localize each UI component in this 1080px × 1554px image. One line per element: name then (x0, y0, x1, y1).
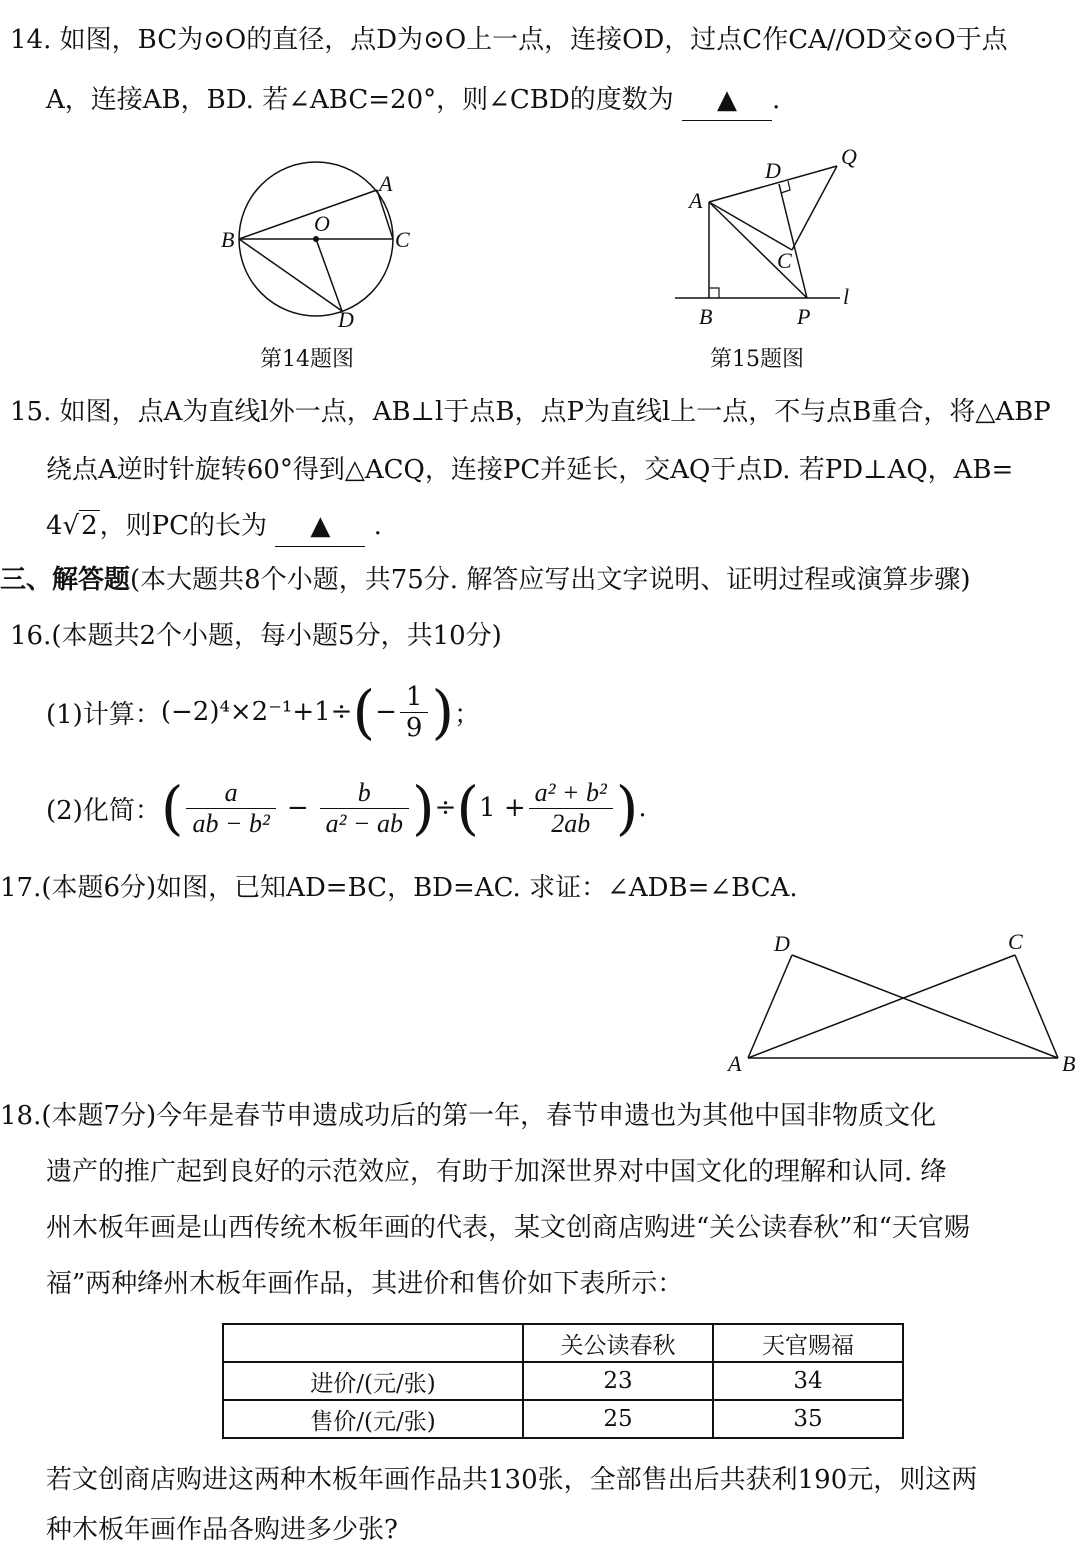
q17-text: 17.(本题6分)如图，已知AD=BC，BD=AC. 求证：∠ADB=∠BCA. (0, 873, 798, 903)
q16-part1-rparen: ) (431, 678, 455, 746)
q16-header: 16.(本题共2个小题，每小题5分，共10分) (10, 621, 502, 651)
q14-line2-end: . (772, 85, 781, 115)
q18-price-table (222, 1323, 904, 1439)
q14-center-point (313, 236, 319, 242)
table-header-row (223, 1324, 903, 1362)
q18-line5: 若文创商店购进这两种木板年画作品共130张，全部售出后共获利190元，则这两 (46, 1465, 978, 1495)
q18-line2: 遗产的推广起到良好的示范效应，有助于加深世界对中国文化的理解和认同. 绛 (46, 1157, 947, 1187)
section3-title: 三、解答题 (0, 565, 131, 595)
q18-line4: 福”两种绛州木板年画作品，其进价和售价如下表所示： (46, 1269, 684, 1299)
q14-label-d: D (338, 307, 354, 332)
q16-part2-fraction2 (320, 778, 409, 839)
q15-right-angle-b (709, 288, 719, 298)
q16-part2-fraction1 (186, 778, 275, 839)
table-header-cell: 天官赐福 (713, 1324, 903, 1362)
q15-label-l: l (843, 284, 850, 309)
table-cell: 35 (713, 1400, 903, 1438)
q15-ab-coef: 4 (46, 511, 63, 541)
q15-sqrt-sign: √ (62, 511, 80, 541)
q15-label-q: Q (841, 144, 857, 169)
q14-figure (210, 155, 430, 335)
q15-line1: 15. 如图，点A为直线l外一点，AB⊥l于点B，点P为直线l上一点，不与点B重合，将△ABP (10, 397, 1051, 427)
q16-part2-rparen1: ) (411, 774, 435, 842)
q16-part2 (46, 768, 647, 848)
q16-part2-f1-num: a (186, 778, 275, 809)
q14-line1: 14. 如图，BC为⊙O的直径，点D为⊙O上一点，连接OD，过点C作CA//OD交⊙O于点 (10, 25, 1008, 55)
table-cell: 25 (523, 1400, 713, 1438)
q16-part1-fraction (400, 682, 429, 743)
q16-part2-f1-den: ab − b² (192, 808, 270, 838)
q15-label-b: B (699, 304, 713, 329)
q15-line3-end: . (373, 511, 382, 541)
table-cell: 34 (713, 1362, 903, 1400)
q15-answer-blank: ▲ (275, 506, 365, 547)
q16-part2-fraction3 (529, 778, 613, 839)
q16-part1-lparen: ( (352, 678, 376, 746)
q16-part2-end: . (638, 793, 647, 823)
q17-segment-ac (748, 955, 1015, 1058)
q14-line2 (46, 80, 780, 121)
q14-label-b: B (221, 227, 235, 252)
table-cell: 23 (523, 1362, 713, 1400)
q16-part1-expr: (−2)⁴×2⁻¹+1÷ (160, 697, 353, 727)
table-row (223, 1400, 903, 1438)
q16-part2-lparen1: ( (160, 774, 184, 842)
table-header-cell: 关公读春秋 (523, 1324, 713, 1362)
q16-part2-f3-den: 2ab (551, 808, 591, 838)
q14-segment-ac (377, 190, 393, 239)
q14-segment-bd (239, 239, 342, 311)
q17-label-b: B (1062, 1051, 1076, 1076)
section3-heading (0, 560, 970, 600)
q14-caption: 第14题图 (260, 347, 354, 372)
q16-part1 (46, 672, 480, 752)
q15-line2: 绕点A逆时针旋转60°得到△ACQ，连接PC并延长，交AQ于点D. 若PD⊥AQ，AB= (46, 455, 1014, 485)
table-row (223, 1362, 903, 1400)
q15-label-c: C (777, 248, 792, 273)
q16-part2-div: ÷ (434, 793, 457, 823)
q17-label-c: C (1008, 929, 1023, 954)
q15-right-angle-d (781, 181, 790, 193)
q14-label-a: A (379, 171, 393, 196)
q17-label-a: A (728, 1051, 742, 1076)
q15-caption: 第15题图 (710, 347, 804, 372)
q17-segment-ad (748, 955, 792, 1058)
q16-part2-rparen2: ) (615, 774, 639, 842)
q16-part2-minus: − (286, 793, 309, 823)
q14-line2-text: A，连接AB，BD. 若∠ABC=20°，则∠CBD的度数为 (46, 85, 674, 115)
q14-label-c: C (395, 227, 410, 252)
q17-figure (720, 925, 1080, 1080)
q16-part1-label: (1)计算： (46, 699, 161, 730)
q16-part2-lparen2: ( (456, 774, 480, 842)
q15-ab-radicand: 2 (81, 511, 98, 541)
q16-part2-label: (2)化简： (46, 795, 161, 826)
q15-figure (665, 140, 865, 330)
q14-segment-ba (239, 190, 377, 239)
q15-label-d: D (765, 158, 781, 183)
q16-part2-f2-num: b (320, 778, 409, 809)
q17-segment-bd (792, 955, 1058, 1058)
section3-note: (本大题共8个小题，共75分. 解答应写出文字说明、证明过程或演算步骤) (130, 565, 971, 595)
q18-line3: 州木板年画是山西传统木板年画的代表，某文创商店购进“关公读春秋”和“天官赐 (46, 1213, 970, 1243)
q17-label-d: D (774, 931, 790, 956)
q15-segment-cq (792, 166, 837, 250)
q16-part2-one-plus: 1 + (479, 793, 526, 823)
q16-part1-neg: − (375, 697, 397, 727)
q14-answer-blank: ▲ (682, 80, 772, 121)
q15-label-p: P (797, 304, 811, 329)
q17-segment-bc (1015, 955, 1058, 1058)
q16-part1-frac-den: 9 (405, 712, 423, 743)
q16-part1-end: ； (454, 699, 481, 730)
q15-label-a: A (689, 188, 703, 213)
q15-segment-pd (779, 184, 807, 298)
q14-segment-od (316, 239, 342, 311)
table-header-cell (223, 1324, 523, 1362)
q15-line3-text: ，则PC的长为 (99, 511, 268, 541)
q16-part1-frac-num: 1 (400, 682, 429, 713)
q18-line1: 18.(本题7分)今年是春节申遗成功后的第一年，春节申遗也为其他中国非物质文化 (0, 1101, 937, 1131)
q18-line6: 种木板年画作品各购进多少张? (46, 1515, 398, 1545)
q16-part2-f3-num: a² + b² (529, 778, 613, 809)
table-cell: 售价/(元/张) (223, 1400, 523, 1438)
q14-label-o: O (314, 211, 330, 236)
q15-line3 (46, 506, 382, 547)
table-cell: 进价/(元/张) (223, 1362, 523, 1400)
q16-part2-f2-den: a² − ab (325, 808, 403, 838)
